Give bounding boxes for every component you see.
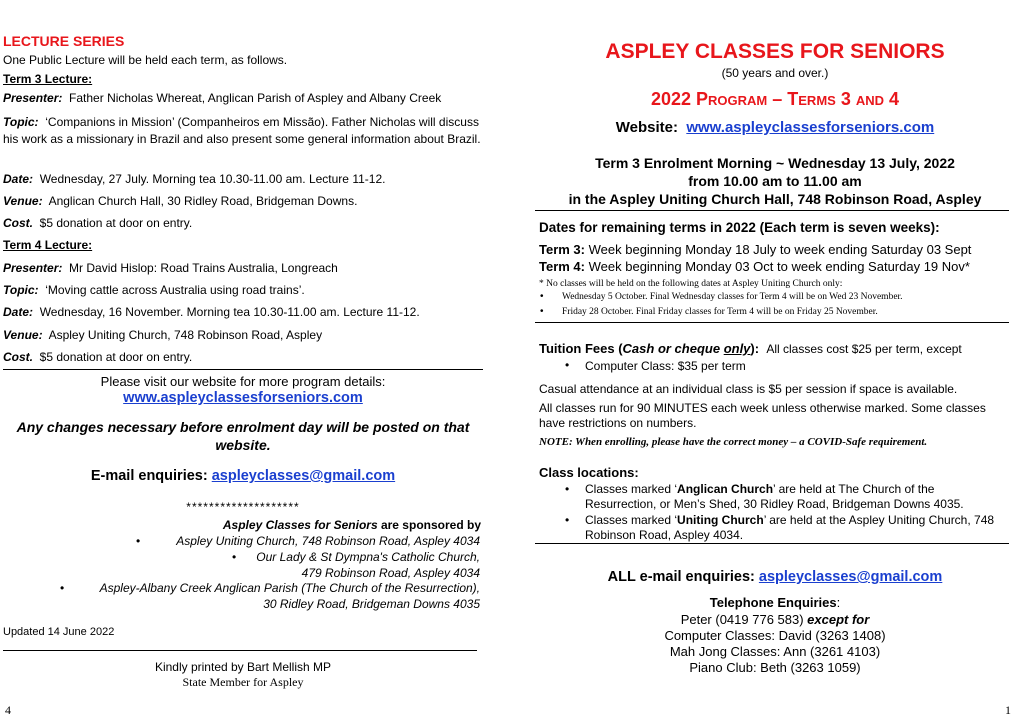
term4-date: Date: Wednesday, 16 November. Morning tea 10.30-11.00 am. Lecture 11-12. xyxy=(3,305,420,319)
no-classes-note: * No classes will be held on the following dates at Aspley Uniting Church only: xyxy=(539,279,843,289)
lecture-series-heading: LECTURE SERIES xyxy=(3,33,125,49)
main-title: ASPLEY CLASSES FOR SENIORS xyxy=(605,40,945,63)
sponsor-heading: Aspley Classes for Seniors are sponsored by xyxy=(222,518,481,532)
subtitle: (50 years and over.) xyxy=(721,66,829,80)
class-duration: All classes run for 90 MINUTES each week unless otherwise marked. Some classes have restrictions on numbers. xyxy=(539,401,986,430)
bullet: • xyxy=(60,581,65,595)
sponsor-1: Aspley Uniting Church, 748 Robinson Road, Aspley 4034 xyxy=(176,534,480,548)
sponsor-3-line2: 30 Ridley Road, Bridgeman Downs 4035 xyxy=(263,597,480,611)
sponsor-2-line1: Our Lady & St Dympna's Catholic Church, xyxy=(256,550,480,564)
dates-heading: Dates for remaining terms in 2022 (Each term is seven weeks): xyxy=(539,220,940,235)
phone-peter: Peter (0419 776 583) except for xyxy=(680,612,870,627)
state-member: State Member for Aspley xyxy=(182,675,304,689)
printed-by: Kindly printed by Bart Mellish MP xyxy=(154,660,332,674)
page-number-right: 1 xyxy=(1005,703,1011,717)
email-link-left[interactable]: aspleyclasses@gmail.com xyxy=(211,468,396,484)
divider xyxy=(3,369,483,370)
email-link-right[interactable]: aspleyclasses@gmail.com xyxy=(758,569,943,585)
term3-date: Date: Wednesday, 27 July. Morning tea 10.30-11.00 am. Lecture 11-12. xyxy=(3,172,386,186)
enrolment-line1: Term 3 Enrolment Morning ~ Wednesday 13 July, 2022 xyxy=(595,155,955,171)
bullet: • xyxy=(565,482,570,496)
stars-divider: ******************** xyxy=(186,500,300,514)
term3-venue: Venue: Anglican Church Hall, 30 Ridley Road, Bridgeman Downs. xyxy=(3,194,358,208)
divider xyxy=(535,210,1009,211)
bullet: • xyxy=(565,513,570,527)
computer-fee: Computer Class: $35 per term xyxy=(585,359,746,373)
phone-mahjong: Mah Jong Classes: Ann (3261 4103) xyxy=(669,644,881,659)
term4-venue: Venue: Aspley Uniting Church, 748 Robinson Road, Aspley xyxy=(3,328,323,342)
bullet: • xyxy=(565,358,570,372)
divider xyxy=(535,322,1009,323)
changes-notice: Any changes necessary before enrolment day will be posted on that website. xyxy=(16,419,470,453)
divider xyxy=(535,543,1009,544)
website-link-right[interactable]: www.aspleyclassesforseniors.com xyxy=(686,119,935,136)
enrolment-line3: in the Aspley Uniting Church Hall, 748 Robinson Road, Aspley xyxy=(568,191,982,207)
tuition-fees: Tuition Fees (Cash or cheque only): All classes cost $25 per term, except xyxy=(539,341,962,356)
term4-topic: Topic: ‘Moving cattle across Australia using road trains’. xyxy=(3,283,305,297)
no-class-date-1: Wednesday 5 October. Final Wednesday classes for Term 4 will be on Wed 23 November. xyxy=(562,292,903,302)
phone-piano: Piano Club: Beth (3263 1059) xyxy=(689,660,861,675)
visit-website-text: Please visit our website for more program details: xyxy=(100,374,386,389)
sponsor-3-line1: Aspley-Albany Creek Anglican Parish (The Church of the Resurrection), xyxy=(99,581,480,595)
term3-presenter: Presenter: Father Nicholas Whereat, Anglican Parish of Aspley and Albany Creek xyxy=(3,91,442,105)
website-line-right: Website: www.aspleyclassesforseniors.com xyxy=(615,119,935,136)
bullet: • xyxy=(232,550,237,564)
term3-cost: Cost. $5 donation at door on entry. xyxy=(3,216,193,230)
location-anglican: Classes marked ‘Anglican Church’ are held at The Church of the Resurrection, or Men’s Shed, 30 Ridley Road, Bridgeman Downs 4035. xyxy=(585,482,964,511)
term3-lecture-heading: Term 3 Lecture: xyxy=(3,72,93,86)
term4-lecture-heading: Term 4 Lecture: xyxy=(3,238,93,252)
bullet: • xyxy=(540,306,544,317)
all-email-enquiries: ALL e-mail enquiries: aspleyclasses@gmail.com xyxy=(607,569,943,585)
term4-cost: Cost. $5 donation at door on entry. xyxy=(3,350,193,364)
enrolment-line2: from 10.00 am to 11.00 am xyxy=(688,173,862,189)
lecture-intro: One Public Lecture will be held each term, as follows. xyxy=(3,53,288,67)
bullet: • xyxy=(136,534,141,548)
telephone-heading: Telephone Enquiries: xyxy=(709,595,841,610)
term3-topic: Topic: ‘Companions in Mission’ (Companheiros em Missão). Father Nicholas will discuss his work as a missionary in Brazil and also present some general information about Brazil. xyxy=(3,115,481,146)
phone-computer: Computer Classes: David (3263 1408) xyxy=(664,628,886,643)
term4-dates: Term 4: Week beginning Monday 03 Oct to week ending Saturday 19 Nov* xyxy=(539,259,970,274)
page-number-left: 4 xyxy=(5,703,11,717)
bullet: • xyxy=(540,291,544,302)
locations-heading: Class locations: xyxy=(539,465,639,480)
sponsor-2-line2: 479 Robinson Road, Aspley 4034 xyxy=(301,566,480,580)
email-enquiries-left: E-mail enquiries: aspleyclasses@gmail.com xyxy=(90,468,396,484)
divider xyxy=(3,650,477,651)
casual-attendance: Casual attendance at an individual class is $5 per session if space is available. xyxy=(539,382,958,396)
updated-date: Updated 14 June 2022 xyxy=(3,626,115,638)
term4-presenter: Presenter: Mr David Hislop: Road Trains Australia, Longreach xyxy=(3,261,338,275)
program-heading: 2022 Program – Terms 3 and 4 xyxy=(650,89,900,109)
no-class-date-2: Friday 28 October. Final Friday classes for Term 4 will be on Friday 25 November. xyxy=(562,307,878,317)
covid-note: NOTE: When enrolling, please have the correct money – a COVID-Safe requirement. xyxy=(539,436,928,448)
location-uniting: Classes marked ‘Uniting Church’ are held at the Aspley Uniting Church, 748 Robinson Road, Aspley 4034. xyxy=(585,513,995,542)
term3-dates: Term 3: Week beginning Monday 18 July to week ending Saturday 03 Sept xyxy=(539,242,972,257)
website-link-left[interactable]: www.aspleyclassesforseniors.com xyxy=(123,390,363,406)
